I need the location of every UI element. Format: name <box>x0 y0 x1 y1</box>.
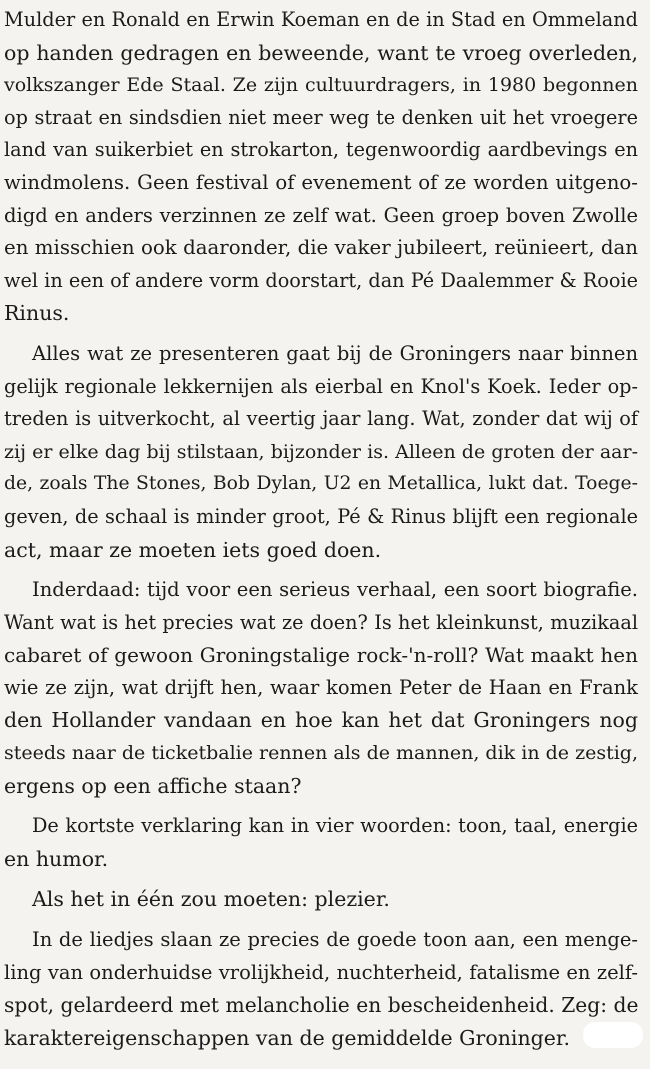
text-line: Rinus. <box>4 301 70 326</box>
text-line: treden is uitverkocht, al veertig jaar lang. Wat, zonder dat wij of <box>4 407 638 431</box>
paragraph-6 <box>4 924 638 1054</box>
text-line: op handen gedragen en beweende, want te vroeg overleden, <box>4 40 638 65</box>
text-line: volkszanger Ede Staal. Ze zijn cultuurdragers, in 1980 begonnen <box>4 74 638 97</box>
text-line: act, maar ze moeten iets goed doen. <box>4 537 382 562</box>
text-line: en humor. <box>4 846 109 871</box>
text-line: In de liedjes slaan ze precies de goede toon aan, een menge- <box>32 928 638 952</box>
paragraph-5 <box>4 883 638 916</box>
text-line: Want wat is het precies wat ze doen? Is het kleinkunst, muzikaal <box>4 610 638 634</box>
text-line: ergens op een affiche staan? <box>4 773 302 798</box>
text-line: spot, gelardeerd met melancholie en bescheidenheid. Zeg: de <box>4 993 639 1018</box>
paragraph-2 <box>4 338 638 566</box>
text-line: land van suikerbiet en strokarton, tegenwoordig aardbevings en <box>4 138 638 162</box>
text-line: en misschien ook daaronder, die vaker jubileert, reünieert, dan <box>4 236 638 260</box>
paragraph-1 <box>4 4 638 330</box>
text-line: Mulder en Ronald en Erwin Koeman en de in Stad en Ommeland <box>4 8 638 31</box>
text-line: geven, de schaal is minder groot, Pé & Rinus blijft een regionale <box>4 504 638 528</box>
text-line: windmolens. Geen festival of evenement of ze worden uitgeno- <box>4 170 638 194</box>
text-line: De kortste verklaring kan in vier woorden: toon, taal, energie <box>32 814 638 838</box>
text-line: de, zoals The Stones, Bob Dylan, U2 en Metallica, lukt dat. Toege- <box>4 473 638 495</box>
text-line: steeds naar de ticketbalie rennen als de mannen, dik in de zestig, <box>4 742 638 765</box>
text-line: karaktereigenschappen van de gemiddelde Groninger. <box>4 1025 570 1050</box>
text-line: Als het in één zou moeten: plezier. <box>32 887 390 912</box>
book-page-text <box>4 4 638 1054</box>
text-line: Inderdaad: tijd voor een serieus verhaal, een soort biografie. <box>32 578 638 602</box>
text-line: cabaret of gewoon Groningstalige rock-'n-roll? Wat maakt hen <box>4 643 638 668</box>
text-line: wie ze zijn, wat drijft hen, waar komen Peter de Haan en Frank <box>4 675 638 699</box>
paragraph-4 <box>4 810 638 875</box>
text-line: wel in een of andere vorm doorstart, dan Pé Daalemmer & Rooie <box>4 268 638 292</box>
text-line: op straat en sindsdien niet meer weg te denken uit het vroegere <box>4 105 638 129</box>
paragraph-3 <box>4 574 638 802</box>
text-line: ling van onderhuidse vrolijkheid, nuchterheid, fatalisme en zelf- <box>4 960 638 984</box>
paper-blemish <box>583 1022 643 1048</box>
text-line: gelijk regionale lekkernijen als eierbal en Knol's Koek. Ieder op- <box>4 374 638 398</box>
text-line: Alles wat ze presenteren gaat bij de Groningers naar binnen <box>32 341 638 365</box>
page-bottom-crop <box>0 1062 650 1069</box>
text-line: den Hollander vandaan en hoe kan het dat Groningers nog <box>4 708 638 733</box>
text-line: digd en anders verzinnen ze zelf wat. Geen groep boven Zwolle <box>4 203 638 227</box>
text-line: zij er elke dag bij stilstaan, bijzonder is. Alleen de groten der aar- <box>4 440 638 463</box>
